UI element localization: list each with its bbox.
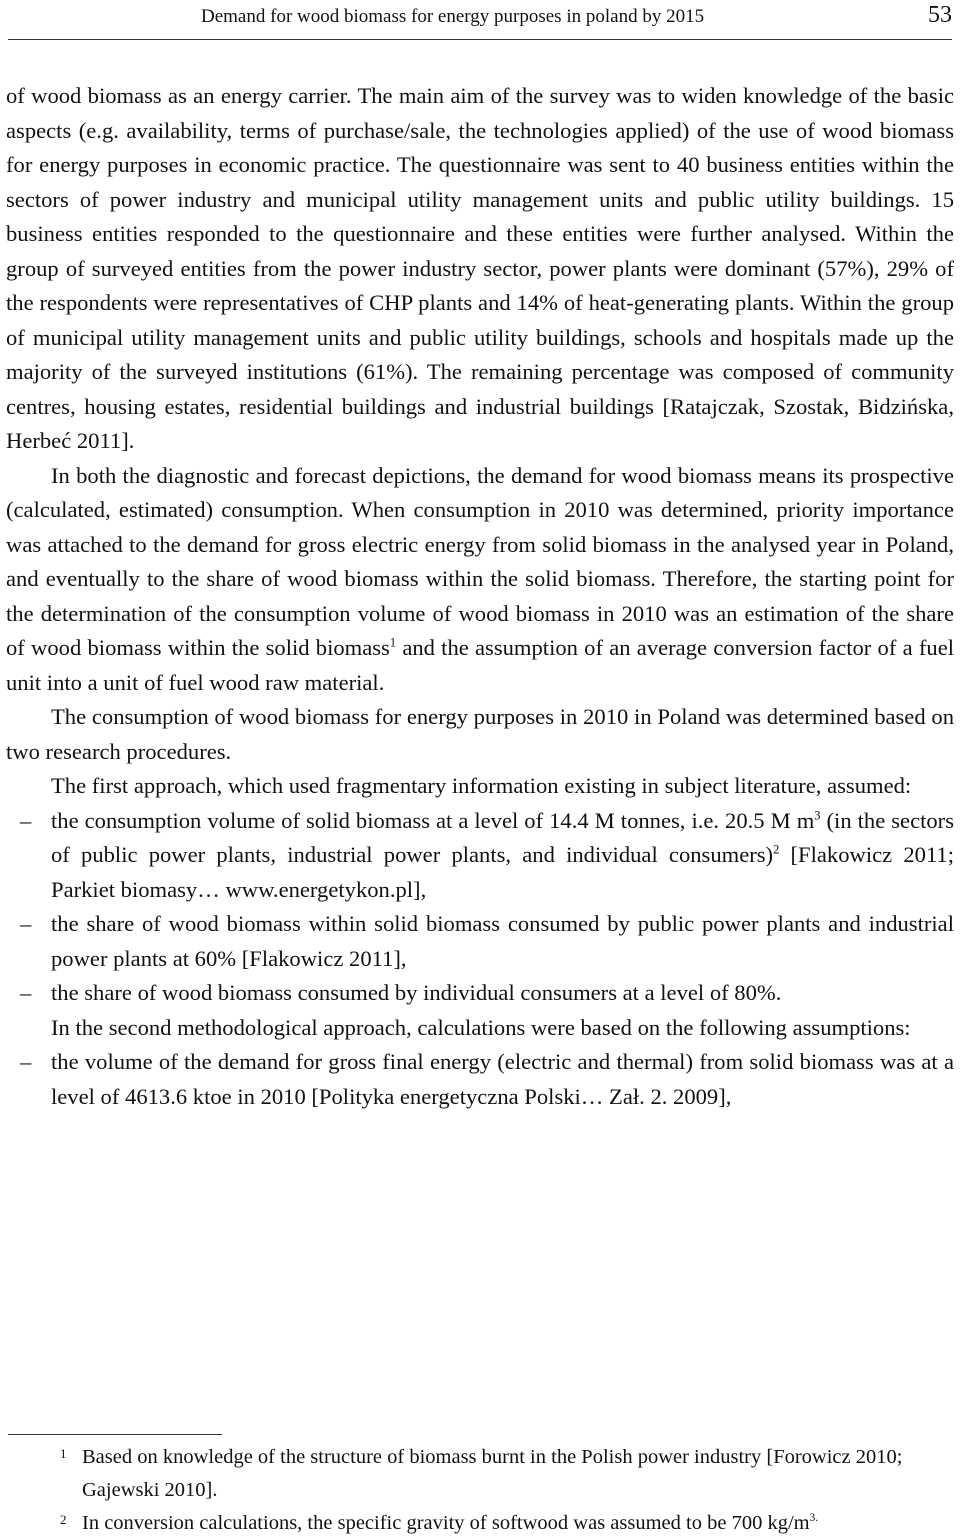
footnote-mark: 1 [60,1446,67,1461]
list-item: – the share of wood biomass consumed by individual consumers at a level of 80%. [6,976,954,1011]
page-number: 53 [928,2,952,28]
running-title: Demand for wood biomass for energy purposes in poland by 2015 [201,6,705,27]
footnotes [60,1441,958,1540]
paragraph-first-approach: The first approach, which used fragmentary information existing in subject literature, assumed: [51,773,912,798]
superscript: 3 [814,807,821,822]
first-approach-list [6,804,954,1011]
footnote-ref-2: 2 [773,842,780,857]
footnote-divider [8,1434,222,1435]
paragraph-demand [6,459,954,701]
paragraph-demand-text: In both the diagnostic and forecast depictions, the demand for wood biomass means its prospective (calculated, estimated) consumption. When consumption in 2010 was determined, priority importance was attached to the demand for gross electric energy from solid biomass in the analysed year in Poland, and eventually to the share of wood biomass within the solid biomass. Therefore, the starting point for the determination of the consumption volume of wood biomass in 2010 was an estimation of the share of wood biomass within the solid biomass [6,462,954,660]
list-item: – the consumption volume of solid biomass at a level of 14.4 M tonnes, i.e. 20.5 M $m^3$ (in the sectors of public power plants, industrial power plants, and individual consumers)$^2$ [Flakowicz 2011; Parkiet biomasy… www.energetykon.pl], [6,804,954,908]
paragraph-procedures: The consumption of wood biomass for energy purposes in 2010 in Poland was determined based on two research procedures. [6,704,954,764]
footnote-text: Based on knowledge of the structure of biomass burnt in the Polish power industry [Forowicz 2010; Gajewski 2010]. [82,1446,903,1501]
dash-marker: – [20,807,32,833]
footnote-2 [60,1507,958,1540]
list-item: – the share of wood biomass within solid biomass consumed by public power plants and industrial power plants at 60% [Flakowicz 2011], [6,907,954,976]
dash-marker: – [20,911,32,936]
footnote-text: In conversion calculations, the specific gravity of softwood was assumed to be 700 kg/m [82,1512,810,1534]
superscript: 3. [809,1512,819,1525]
second-approach-list [6,1045,954,1114]
footnote-mark: 2 [60,1512,67,1527]
list-item: – the volume of the demand for gross final energy (electric and thermal) from solid biomass was at a level of 4613.6 ktoe in 2010 [Polityka energetyczna Polski… Zał. 2. 2009], [6,1045,954,1114]
footnote-1 [60,1441,958,1507]
header-divider [8,39,952,40]
footnote-ref-1: 1 [389,635,397,650]
dash-marker: – [20,1049,32,1074]
dash-marker: – [20,980,32,1005]
paragraph-second-approach: In the second methodological approach, calculations were based on the following assumptions: [51,1014,911,1040]
body-text [6,79,954,1114]
paragraph-demand-text-end: and the assumption of an average conversion factor of a fuel unit into a unit of fuel wood raw material. [6,635,954,695]
page-header [0,0,960,40]
paragraph-survey: of wood biomass as an energy carrier. The main aim of the survey was to widen knowledge of the basic aspects (e.g. availability, terms of purchase/sale, the technologies applied) of the use of wood biomass for energy purposes in economic practice. The questionnaire was sent to 40 business entities within the sectors of power industry and municipal utility management units and public utility buildings. 15 business entities responded to the questionnaire and these entities were further analysed. Within the group of surveyed entities from the power industry sector, power plants were dominant (57%), 29% of the respondents were representatives of CHP plants and 14% of heat-generating plants. Within the group of municipal utility management units and public utility buildings, schools and hospitals made up the majority of the surveyed institutions (61%). The remaining percentage was composed of community centres, housing estates, residential buildings and industrial buildings [Ratajczak, Szostak, Bidzińska, Herbeć 2011]. [6,83,954,453]
